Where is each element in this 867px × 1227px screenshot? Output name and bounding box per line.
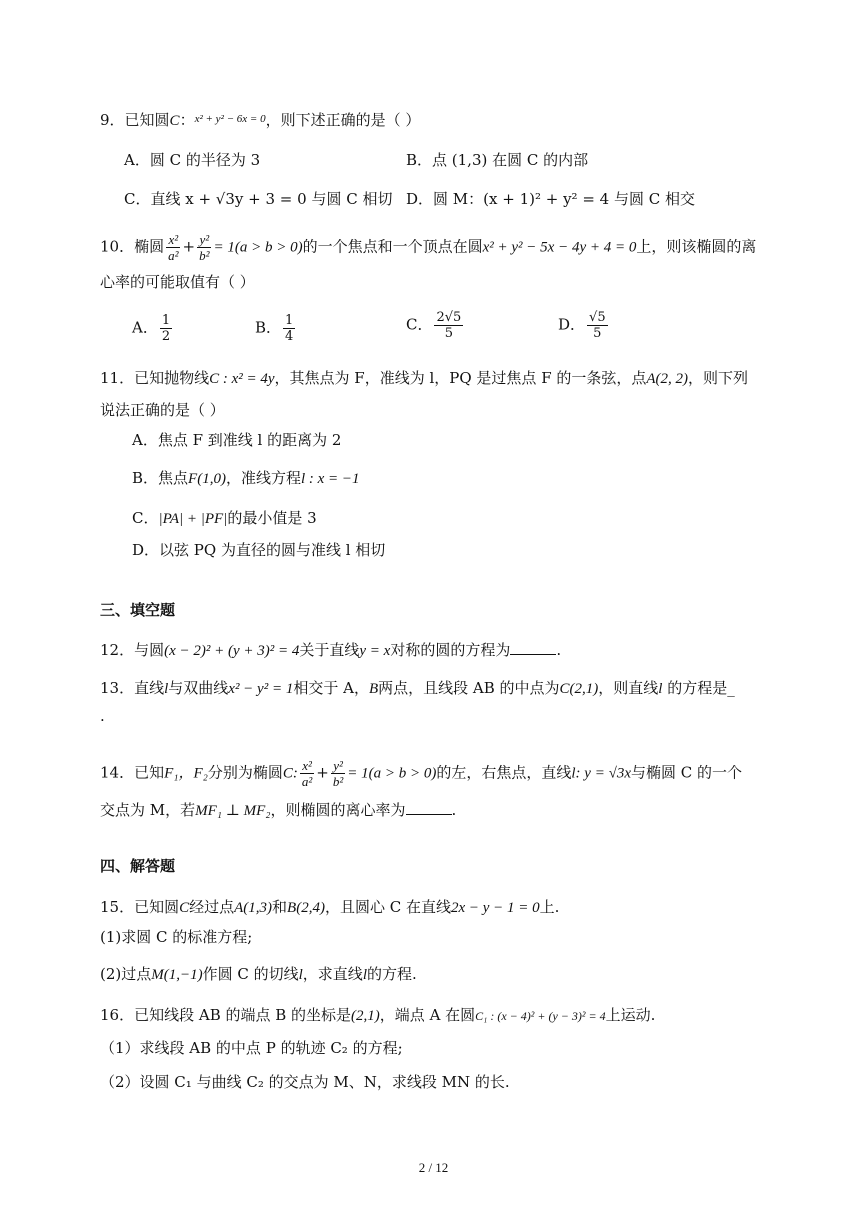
q13-l2: l <box>658 681 663 697</box>
q14-line: l: y = √3x <box>571 765 631 782</box>
q10-option-b-num: 1 <box>285 313 294 328</box>
q10-option-b-frac <box>283 313 295 344</box>
q10-label: 10．椭圆 <box>100 237 165 256</box>
q10-option-a-label: A． <box>132 318 158 337</box>
q11-option-b-focus: F(1,0) <box>188 471 226 487</box>
q12-b: 关于直线 <box>299 641 360 659</box>
q15-b: 经过点 <box>189 898 235 916</box>
q10-ellipse-rhs: = 1(a > b > 0) <box>213 239 303 256</box>
q10-option-a-den: 2 <box>161 329 171 344</box>
q9-stem <box>100 109 420 131</box>
q11-stem-c: ，则下列 <box>688 369 749 387</box>
q13-hyperbola: x² − y² = 1 <box>228 681 294 697</box>
q15 <box>100 897 559 918</box>
q14-a: 14．已知 <box>100 763 165 782</box>
q14-line2 <box>100 800 456 821</box>
q12-answer-blank[interactable] <box>510 640 556 655</box>
q9-option-a: A．圆 C 的半径为 3 <box>124 151 261 169</box>
q15-line: 2x − y − 1 = 0 <box>450 900 540 916</box>
q10-b2: b² <box>199 248 210 263</box>
q11-option-c-b: 的最小值是 3 <box>227 509 317 527</box>
q15-p2-c: ，求直线 <box>302 965 363 983</box>
q16-a: 16．已知线段 AB 的端点 B 的坐标是 <box>100 1006 352 1024</box>
q14-frac-y <box>331 758 345 789</box>
q10-option-d-num: √5 <box>589 310 606 325</box>
q15-p2-a: (2)过点 <box>100 965 152 983</box>
q9-colon: ： <box>179 111 195 129</box>
q11-stem <box>100 368 748 389</box>
q12 <box>100 640 561 661</box>
q11-option-b-b: ，准线方程 <box>225 469 301 487</box>
q10-option-a-frac <box>160 313 172 344</box>
q10-line2: 心率的可能取值有（ ） <box>100 273 255 291</box>
q10-option-c-num: 2√5 <box>436 310 462 325</box>
q9-stem-text: 9．已知圆 <box>100 111 170 129</box>
q11-option-c-a: C． <box>132 509 159 527</box>
q16-c: 上运动. <box>605 1006 656 1024</box>
q11-option-a: A．焦点 F 到准线 l 的距离为 2 <box>132 431 342 449</box>
q10-option-b <box>255 313 297 344</box>
q14-ellipse-prefix: C: <box>282 765 298 782</box>
q11-option-b-directrix: l : x = −1 <box>300 471 360 487</box>
q9-option-b: B．点 (1,3) 在圆 C 的内部 <box>406 151 589 169</box>
q14-frac-x <box>300 758 314 789</box>
q14-x2: x² <box>302 758 312 773</box>
q14-perp: MF₁ ⊥ MF₂ <box>195 803 271 819</box>
q14-a2: a² <box>301 774 313 789</box>
q11-option-c <box>132 508 317 529</box>
q11-stem-a: 11．已知抛物线 <box>100 369 210 387</box>
q10-option-b-den: 4 <box>285 329 294 344</box>
q15-C: C <box>179 900 190 916</box>
q14-end: . <box>451 801 457 819</box>
q10-frac-x <box>166 232 180 263</box>
q16-b: ，端点 A 在圆 <box>379 1006 476 1024</box>
q10-tail: 上，则该椭圆的离 <box>636 237 757 256</box>
q11-stem-b: ，其焦点为 F，准线为 l，PQ 是过焦点 F 的一条弦，点 <box>274 369 647 387</box>
q14-d: 与椭圆 C 的一个 <box>630 763 742 782</box>
q10-mid: 的一个焦点和一个顶点在圆 <box>302 237 483 256</box>
q15-part1: (1)求圆 C 的标准方程; <box>100 928 253 946</box>
q16-point-b: (2,1) <box>351 1008 380 1024</box>
q14-answer-blank[interactable] <box>406 800 452 815</box>
q9-circle-equation: x² + y² − 6x = 0 <box>194 113 266 125</box>
q10-option-d-frac <box>587 310 608 341</box>
q13 <box>100 678 735 699</box>
q16 <box>100 1005 655 1026</box>
q10-option-c-label: C． <box>406 315 433 334</box>
q10-option-b-label: B． <box>255 318 282 337</box>
q13-c: 相交于 A， <box>293 679 369 697</box>
q11-option-b <box>132 468 360 489</box>
q12-a: 12．与圆 <box>100 641 165 659</box>
q16-circle: C₁ : (x − 4)² + (y − 3)² = 4 <box>475 1009 606 1023</box>
q13-dot: . <box>100 707 105 725</box>
q15-part2 <box>100 964 417 985</box>
q10-option-d <box>558 310 610 341</box>
q14-b: 分别为椭圆 <box>207 763 283 782</box>
q9-stem-end: ，则下述正确的是（ ） <box>265 111 421 129</box>
q14-ellipse-rhs: = 1(a > b > 0) <box>347 765 437 782</box>
q15-c: 和 <box>272 898 288 916</box>
q15-l2: l <box>362 967 367 983</box>
q10-option-d-label: D． <box>558 315 586 334</box>
q12-line: y = x <box>359 643 391 659</box>
q12-end: . <box>556 641 562 659</box>
q10-a2: a² <box>168 248 179 263</box>
q16-part2: （2）设圆 C₁ 与曲线 C₂ 的交点为 M、N，求线段 MN 的长. <box>100 1073 510 1091</box>
q13-e: ，则直线 <box>598 679 659 697</box>
q15-l: l <box>298 967 303 983</box>
q11-option-b-a: B．焦点 <box>132 469 189 487</box>
q13-midpoint: C(2,1) <box>559 681 599 697</box>
page-number: 2 / 12 <box>418 1160 449 1175</box>
q11-point-a: A(2, 2) <box>646 371 689 387</box>
q15-point-b: B(2,4) <box>287 900 325 916</box>
q10-y2: y² <box>199 232 210 247</box>
q14-line2-b: ，则椭圆的离心率为 <box>270 801 406 819</box>
q15-e: 上. <box>539 898 560 916</box>
q9-option-c: C．直线 x + √3y + 3 = 0 与圆 C 相切 <box>124 190 393 208</box>
q10-option-a-num: 1 <box>161 313 171 328</box>
q11-option-d: D．以弦 PQ 为直径的圆与准线 l 相切 <box>132 541 386 559</box>
q11-line2: 说法正确的是（ ） <box>100 401 225 419</box>
q15-point-m: M(1,−1) <box>151 967 203 983</box>
q9-circle-name: C <box>169 113 180 129</box>
q15-point-a: A(1,3) <box>234 900 273 916</box>
q10-option-a <box>132 313 174 344</box>
q13-a: 13．直线 <box>100 679 165 697</box>
q11-option-c-expr: |PA| + |PF| <box>158 511 228 527</box>
section-heading-solutions: 四、解答题 <box>100 857 176 875</box>
q14-y2: y² <box>333 758 343 773</box>
q10-option-d-den: 5 <box>593 326 602 341</box>
q14-line2-a: 交点为 M，若 <box>100 801 196 819</box>
q12-circle: (x − 2)² + (y + 3)² = 4 <box>164 643 300 659</box>
q10-option-c <box>406 310 465 341</box>
q10-circle: x² + y² − 5x − 4y + 4 = 0 <box>482 239 637 256</box>
q13-B: B <box>368 681 379 697</box>
q14-c: 的左，右焦点，直线 <box>436 763 572 782</box>
q13-d: 两点，且线段 AB 的中点为 <box>378 679 560 697</box>
q13-l: l <box>164 681 169 697</box>
q16-part1: （1）求线段 AB 的中点 P 的轨迹 C₂ 的方程; <box>100 1039 403 1057</box>
section-heading-fill-in: 三、填空题 <box>100 601 176 619</box>
q10-option-c-den: 5 <box>444 326 454 341</box>
q15-p2-b: 作圆 C 的切线 <box>202 965 299 983</box>
q14: 14．已知F₁，F₂分别为椭圆C: $\frac{\text{x²}}{\text{a²}}$ + $\frac{\text{y²}}{\text{b²}}$ = 1(a > b > 0)的左，右焦点，直线l: y = √3x与椭圆 C 的一个 <box>100 758 742 789</box>
q13-f: 的方程是_ <box>662 679 735 697</box>
q15-d: ，且圆心 C 在直线 <box>324 898 451 916</box>
q14-b2: b² <box>332 774 344 789</box>
q10-stem: 10．椭圆 $\frac{\text{x²}}{\text{a²}}$ + $\frac{\text{y²}}{\text{b²}}$ = 1(a > b > 0)的一个焦点和一个顶点在圆x² + y² − 5x − 4y + 4 = 0上，则该椭圆的离 <box>100 232 757 263</box>
q14-foci: F₁，F₂ <box>164 765 208 782</box>
q13-b: 与双曲线 <box>168 679 229 697</box>
q15-p2-d: 的方程. <box>366 965 417 983</box>
q10-option-c-frac <box>434 310 463 341</box>
q12-c: 对称的圆的方程为 <box>390 641 511 659</box>
q9-option-d: D．圆 M：(x + 1)² + y² = 4 与圆 C 相交 <box>406 190 695 208</box>
q15-a: 15．已知圆 <box>100 898 180 916</box>
q10-x2: x² <box>168 232 179 247</box>
q11-parabola: C : x² = 4y <box>209 371 275 387</box>
q10-frac-y <box>197 232 211 263</box>
